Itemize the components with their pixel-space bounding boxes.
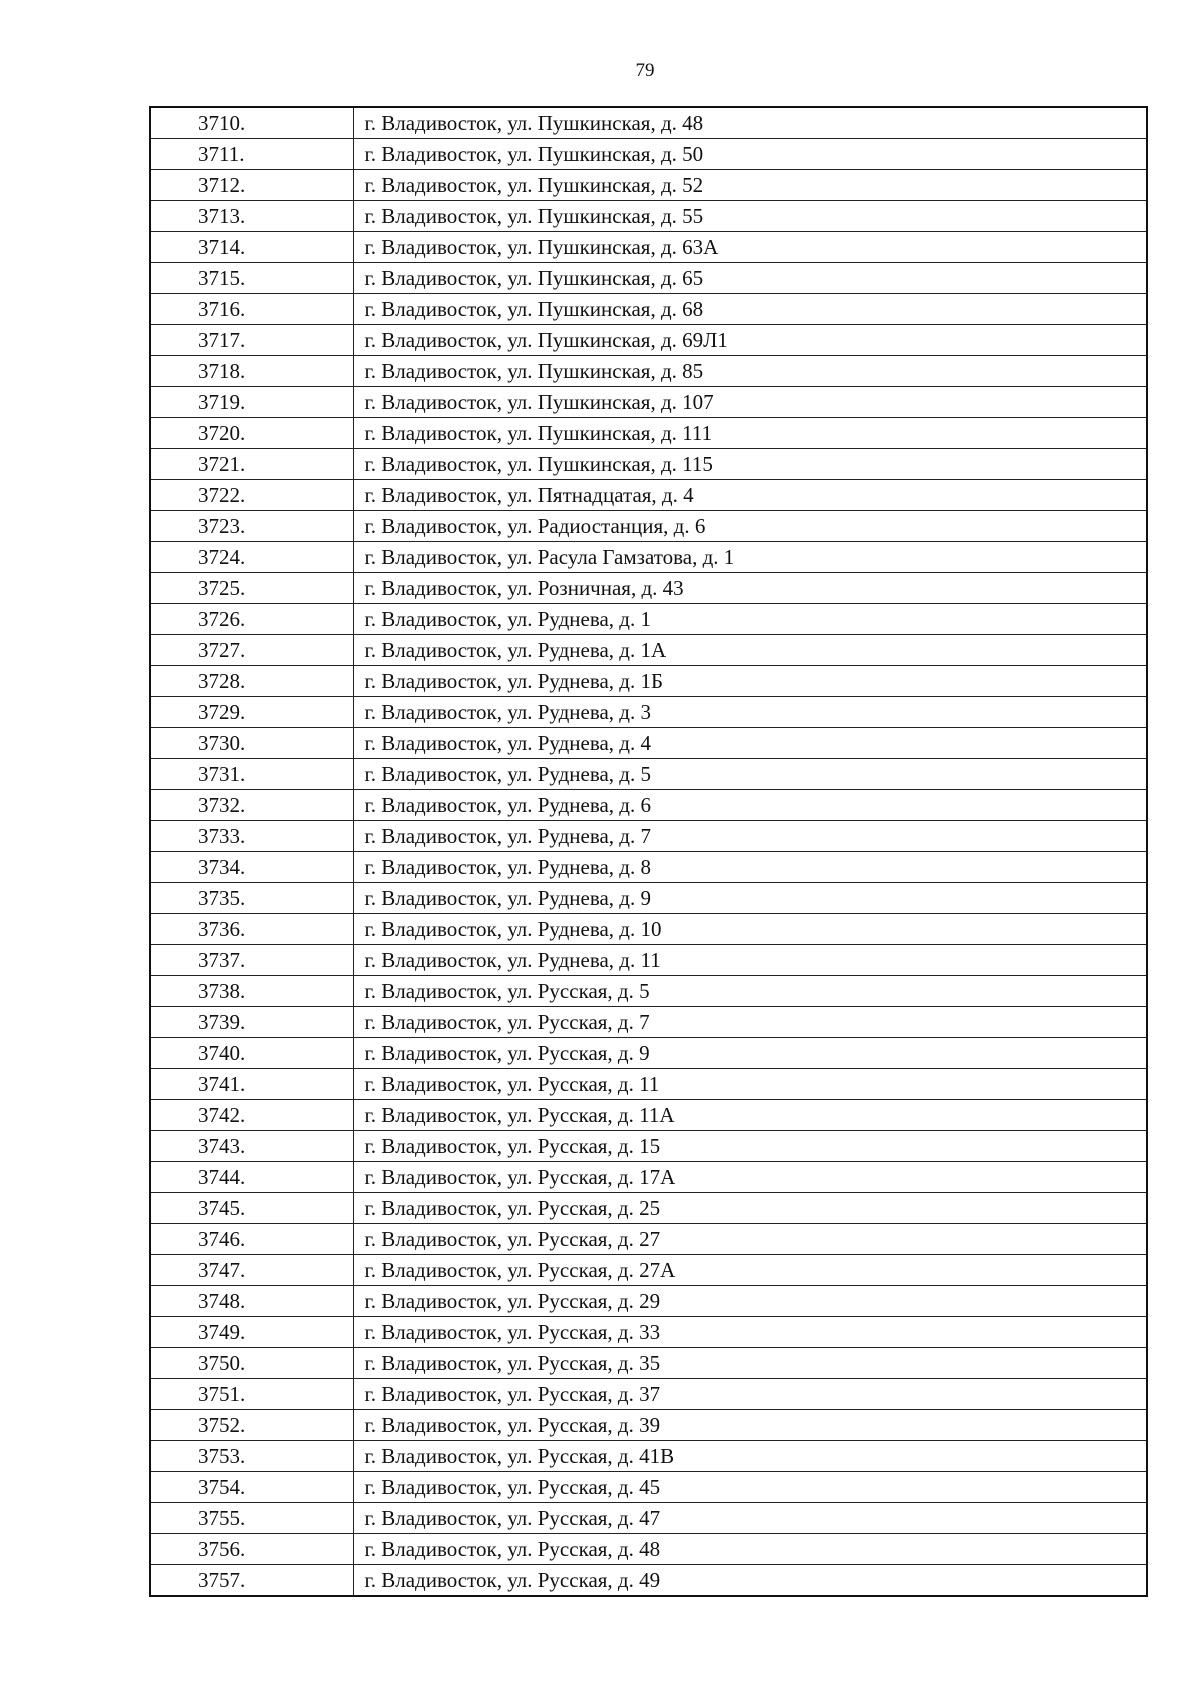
row-number-cell: 3731.	[150, 759, 353, 790]
address-cell: г. Владивосток, ул. Русская, д. 41В	[353, 1441, 1147, 1472]
address-cell: г. Владивосток, ул. Русская, д. 35	[353, 1348, 1147, 1379]
table-row	[150, 418, 1147, 449]
address-cell: г. Владивосток, ул. Русская, д. 47	[353, 1503, 1147, 1534]
address-cell: г. Владивосток, ул. Пушкинская, д. 52	[353, 170, 1147, 201]
table-row	[150, 511, 1147, 542]
row-number-cell: 3747.	[150, 1255, 353, 1286]
address-cell: г. Владивосток, ул. Руднева, д. 10	[353, 914, 1147, 945]
address-cell: г. Владивосток, ул. Русская, д. 7	[353, 1007, 1147, 1038]
row-number-cell: 3712.	[150, 170, 353, 201]
address-cell: г. Владивосток, ул. Пушкинская, д. 85	[353, 356, 1147, 387]
row-number-cell: 3736.	[150, 914, 353, 945]
table-row	[150, 821, 1147, 852]
row-number-cell: 3742.	[150, 1100, 353, 1131]
address-table	[149, 106, 1148, 1597]
address-cell: г. Владивосток, ул. Расула Гамзатова, д. 1	[353, 542, 1147, 573]
row-number-cell: 3717.	[150, 325, 353, 356]
address-cell: г. Владивосток, ул. Пушкинская, д. 115	[353, 449, 1147, 480]
row-number-cell: 3752.	[150, 1410, 353, 1441]
row-number-cell: 3755.	[150, 1503, 353, 1534]
table-row	[150, 573, 1147, 604]
table-row	[150, 480, 1147, 511]
row-number-cell: 3730.	[150, 728, 353, 759]
table-row	[150, 201, 1147, 232]
address-cell: г. Владивосток, ул. Розничная, д. 43	[353, 573, 1147, 604]
table-row	[150, 1224, 1147, 1255]
table-row	[150, 728, 1147, 759]
table-row	[150, 449, 1147, 480]
row-number-cell: 3734.	[150, 852, 353, 883]
row-number-cell: 3739.	[150, 1007, 353, 1038]
address-cell: г. Владивосток, ул. Пушкинская, д. 65	[353, 263, 1147, 294]
row-number-cell: 3724.	[150, 542, 353, 573]
row-number-cell: 3741.	[150, 1069, 353, 1100]
row-number-cell: 3746.	[150, 1224, 353, 1255]
address-cell: г. Владивосток, ул. Русская, д. 37	[353, 1379, 1147, 1410]
row-number-cell: 3719.	[150, 387, 353, 418]
row-number-cell: 3728.	[150, 666, 353, 697]
address-cell: г. Владивосток, ул. Руднева, д. 7	[353, 821, 1147, 852]
table-row	[150, 1441, 1147, 1472]
table-row	[150, 1348, 1147, 1379]
address-cell: г. Владивосток, ул. Русская, д. 48	[353, 1534, 1147, 1565]
row-number-cell: 3757.	[150, 1565, 353, 1597]
row-number-cell: 3720.	[150, 418, 353, 449]
table-row	[150, 852, 1147, 883]
address-cell: г. Владивосток, ул. Русская, д. 29	[353, 1286, 1147, 1317]
row-number-cell: 3740.	[150, 1038, 353, 1069]
address-cell: г. Владивосток, ул. Руднева, д. 11	[353, 945, 1147, 976]
table-row	[150, 1503, 1147, 1534]
table-row	[150, 1038, 1147, 1069]
address-cell: г. Владивосток, ул. Русская, д. 27	[353, 1224, 1147, 1255]
row-number-cell: 3715.	[150, 263, 353, 294]
address-cell: г. Владивосток, ул. Руднева, д. 3	[353, 697, 1147, 728]
row-number-cell: 3718.	[150, 356, 353, 387]
row-number-cell: 3749.	[150, 1317, 353, 1348]
table-row	[150, 387, 1147, 418]
row-number-cell: 3750.	[150, 1348, 353, 1379]
table-row	[150, 1131, 1147, 1162]
row-number-cell: 3710.	[150, 107, 353, 139]
row-number-cell: 3745.	[150, 1193, 353, 1224]
address-cell: г. Владивосток, ул. Русская, д. 9	[353, 1038, 1147, 1069]
table-row	[150, 759, 1147, 790]
address-cell: г. Владивосток, ул. Русская, д. 39	[353, 1410, 1147, 1441]
row-number-cell: 3711.	[150, 139, 353, 170]
address-cell: г. Владивосток, ул. Пушкинская, д. 48	[353, 107, 1147, 139]
table-row	[150, 883, 1147, 914]
row-number-cell: 3723.	[150, 511, 353, 542]
address-table-body	[150, 107, 1147, 1596]
row-number-cell: 3737.	[150, 945, 353, 976]
row-number-cell: 3735.	[150, 883, 353, 914]
table-row	[150, 1534, 1147, 1565]
table-row	[150, 1162, 1147, 1193]
address-cell: г. Владивосток, ул. Русская, д. 33	[353, 1317, 1147, 1348]
address-cell: г. Владивосток, ул. Пушкинская, д. 55	[353, 201, 1147, 232]
address-cell: г. Владивосток, ул. Руднева, д. 5	[353, 759, 1147, 790]
table-row	[150, 1007, 1147, 1038]
table-row	[150, 294, 1147, 325]
address-cell: г. Владивосток, ул. Руднева, д. 9	[353, 883, 1147, 914]
row-number-cell: 3732.	[150, 790, 353, 821]
table-row	[150, 697, 1147, 728]
table-row	[150, 325, 1147, 356]
table-row	[150, 263, 1147, 294]
address-cell: г. Владивосток, ул. Пушкинская, д. 63А	[353, 232, 1147, 263]
row-number-cell: 3713.	[150, 201, 353, 232]
address-cell: г. Владивосток, ул. Русская, д. 5	[353, 976, 1147, 1007]
address-cell: г. Владивосток, ул. Пушкинская, д. 50	[353, 139, 1147, 170]
table-row	[150, 139, 1147, 170]
address-cell: г. Владивосток, ул. Русская, д. 17А	[353, 1162, 1147, 1193]
table-row	[150, 232, 1147, 263]
row-number-cell: 3727.	[150, 635, 353, 666]
table-row	[150, 542, 1147, 573]
table-row	[150, 1410, 1147, 1441]
table-row	[150, 1472, 1147, 1503]
address-cell: г. Владивосток, ул. Руднева, д. 4	[353, 728, 1147, 759]
address-cell: г. Владивосток, ул. Пятнадцатая, д. 4	[353, 480, 1147, 511]
address-cell: г. Владивосток, ул. Русская, д. 11А	[353, 1100, 1147, 1131]
table-row	[150, 945, 1147, 976]
address-cell: г. Владивосток, ул. Руднева, д. 1А	[353, 635, 1147, 666]
row-number-cell: 3743.	[150, 1131, 353, 1162]
address-cell: г. Владивосток, ул. Пушкинская, д. 69Л1	[353, 325, 1147, 356]
table-row	[150, 790, 1147, 821]
row-number-cell: 3714.	[150, 232, 353, 263]
row-number-cell: 3725.	[150, 573, 353, 604]
table-row	[150, 976, 1147, 1007]
table-row	[150, 1317, 1147, 1348]
address-cell: г. Владивосток, ул. Русская, д. 45	[353, 1472, 1147, 1503]
page-number: 79	[635, 60, 655, 81]
address-cell: г. Владивосток, ул. Радиостанция, д. 6	[353, 511, 1147, 542]
table-row	[150, 914, 1147, 945]
table-row	[150, 1286, 1147, 1317]
address-cell: г. Владивосток, ул. Русская, д. 15	[353, 1131, 1147, 1162]
address-cell: г. Владивосток, ул. Пушкинская, д. 107	[353, 387, 1147, 418]
row-number-cell: 3729.	[150, 697, 353, 728]
table-row	[150, 1193, 1147, 1224]
table-row	[150, 170, 1147, 201]
address-cell: г. Владивосток, ул. Руднева, д. 1	[353, 604, 1147, 635]
address-cell: г. Владивосток, ул. Русская, д. 49	[353, 1565, 1147, 1597]
table-row	[150, 1379, 1147, 1410]
row-number-cell: 3754.	[150, 1472, 353, 1503]
row-number-cell: 3726.	[150, 604, 353, 635]
row-number-cell: 3722.	[150, 480, 353, 511]
row-number-cell: 3756.	[150, 1534, 353, 1565]
table-row	[150, 666, 1147, 697]
address-cell: г. Владивосток, ул. Руднева, д. 8	[353, 852, 1147, 883]
row-number-cell: 3733.	[150, 821, 353, 852]
row-number-cell: 3716.	[150, 294, 353, 325]
table-row	[150, 1255, 1147, 1286]
address-cell: г. Владивосток, ул. Русская, д. 27А	[353, 1255, 1147, 1286]
row-number-cell: 3748.	[150, 1286, 353, 1317]
table-row	[150, 635, 1147, 666]
row-number-cell: 3738.	[150, 976, 353, 1007]
row-number-cell: 3721.	[150, 449, 353, 480]
row-number-cell: 3751.	[150, 1379, 353, 1410]
address-cell: г. Владивосток, ул. Пушкинская, д. 111	[353, 418, 1147, 449]
row-number-cell: 3753.	[150, 1441, 353, 1472]
table-row	[150, 1565, 1147, 1597]
table-row	[150, 1100, 1147, 1131]
address-cell: г. Владивосток, ул. Руднева, д. 6	[353, 790, 1147, 821]
table-row	[150, 604, 1147, 635]
table-row	[150, 107, 1147, 139]
address-cell: г. Владивосток, ул. Пушкинская, д. 68	[353, 294, 1147, 325]
row-number-cell: 3744.	[150, 1162, 353, 1193]
table-row	[150, 356, 1147, 387]
address-cell: г. Владивосток, ул. Русская, д. 11	[353, 1069, 1147, 1100]
table-row	[150, 1069, 1147, 1100]
address-cell: г. Владивосток, ул. Руднева, д. 1Б	[353, 666, 1147, 697]
address-cell: г. Владивосток, ул. Русская, д. 25	[353, 1193, 1147, 1224]
